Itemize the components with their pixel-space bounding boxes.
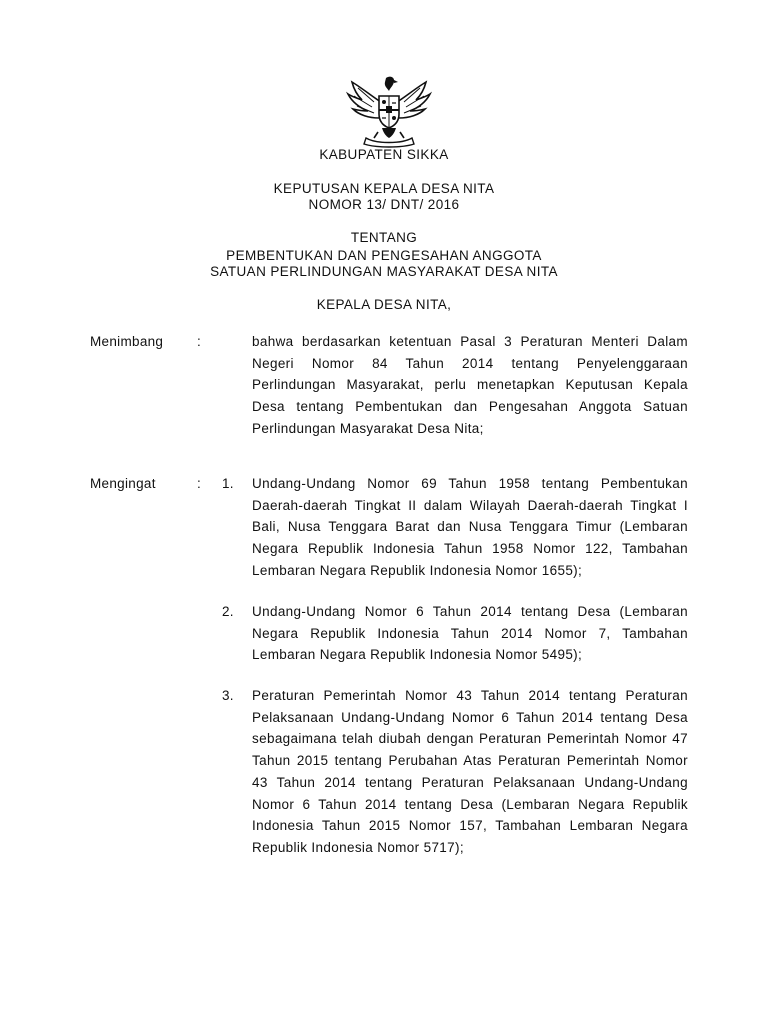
subject-line-2: SATUAN PERLINDUNGAN MASYARAKAT DESA NITA [210,264,558,279]
mengingat-item-3-text: Peraturan Pemerintah Nomor 43 Tahun 2014 tentang Peraturan Pelaksanaan Undang-Undang Nomor 6 Tahun 2014 tentang Desa sebagaimana telah diubah dengan Peraturan Pemerintah Nomor 47 Tahun 2015 tentang Perubahan Atas Peraturan Pemerintah Nomor 43 Tahun 2014 tentang Peraturan Pelaksanaan Undang-Undang Nomor 6 Tahun 2014 tentang Desa (Lembaran Negara Republik Indonesia Tahun 2015 Nomor 157, Tambahan Lembaran Negara Republik Indonesia Nomor 5717); [252,688,688,855]
mengingat-item-3-number: 3. [222,688,234,703]
mengingat-item-2-number: 2. [222,604,234,619]
decree-title: KEPUTUSAN KEPALA DESA NITA [273,181,495,196]
mengingat-label: Mengingat [90,476,156,491]
about-label: TENTANG [350,230,418,245]
mengingat-item-1-number: 1. [222,476,234,491]
decree-number: NOMOR 13/ DNT/ 2016 [308,197,460,212]
subject-line-1: PEMBENTUKAN DAN PENGESAHAN ANGGOTA [226,248,542,263]
authority-heading: KEPALA DESA NITA, [316,297,452,312]
mengingat-item-1-text: Undang-Undang Nomor 69 Tahun 1958 tentang Pembentukan Daerah-daerah Tingkat II dalam Wilayah Daerah-daerah Tingkat I Bali, Nusa Tenggara Barat dan Nusa Tenggara Timur (Lembaran Negara Republik Indonesia Tahun 1958 Nomor 122, Tambahan Lembaran Negara Republik Indonesia Nomor 1655); [252,476,688,578]
menimbang-label: Menimbang [90,334,164,349]
menimbang-colon: : [197,334,201,349]
garuda-emblem-icon [344,74,434,148]
regency-name: KABUPATEN SIKKA [319,147,449,162]
mengingat-colon: : [197,476,201,491]
menimbang-text: bahwa berdasarkan ketentuan Pasal 3 Peraturan Menteri Dalam Negeri Nomor 84 Tahun 2014 tentang Penyelenggaraan Perlindungan Masyarakat, perlu menetapkan Keputusan Kepala Desa tentang Pembentukan dan Pengesahan Anggota Satuan Perlindungan Masyarakat Desa Nita; [252,334,688,436]
mengingat-item-2-text: Undang-Undang Nomor 6 Tahun 2014 tentang Desa (Lembaran Negara Republik Indonesia Tahun 2014 Nomor 7, Tambahan Lembaran Negara Republik Indonesia Nomor 5495); [252,604,688,663]
